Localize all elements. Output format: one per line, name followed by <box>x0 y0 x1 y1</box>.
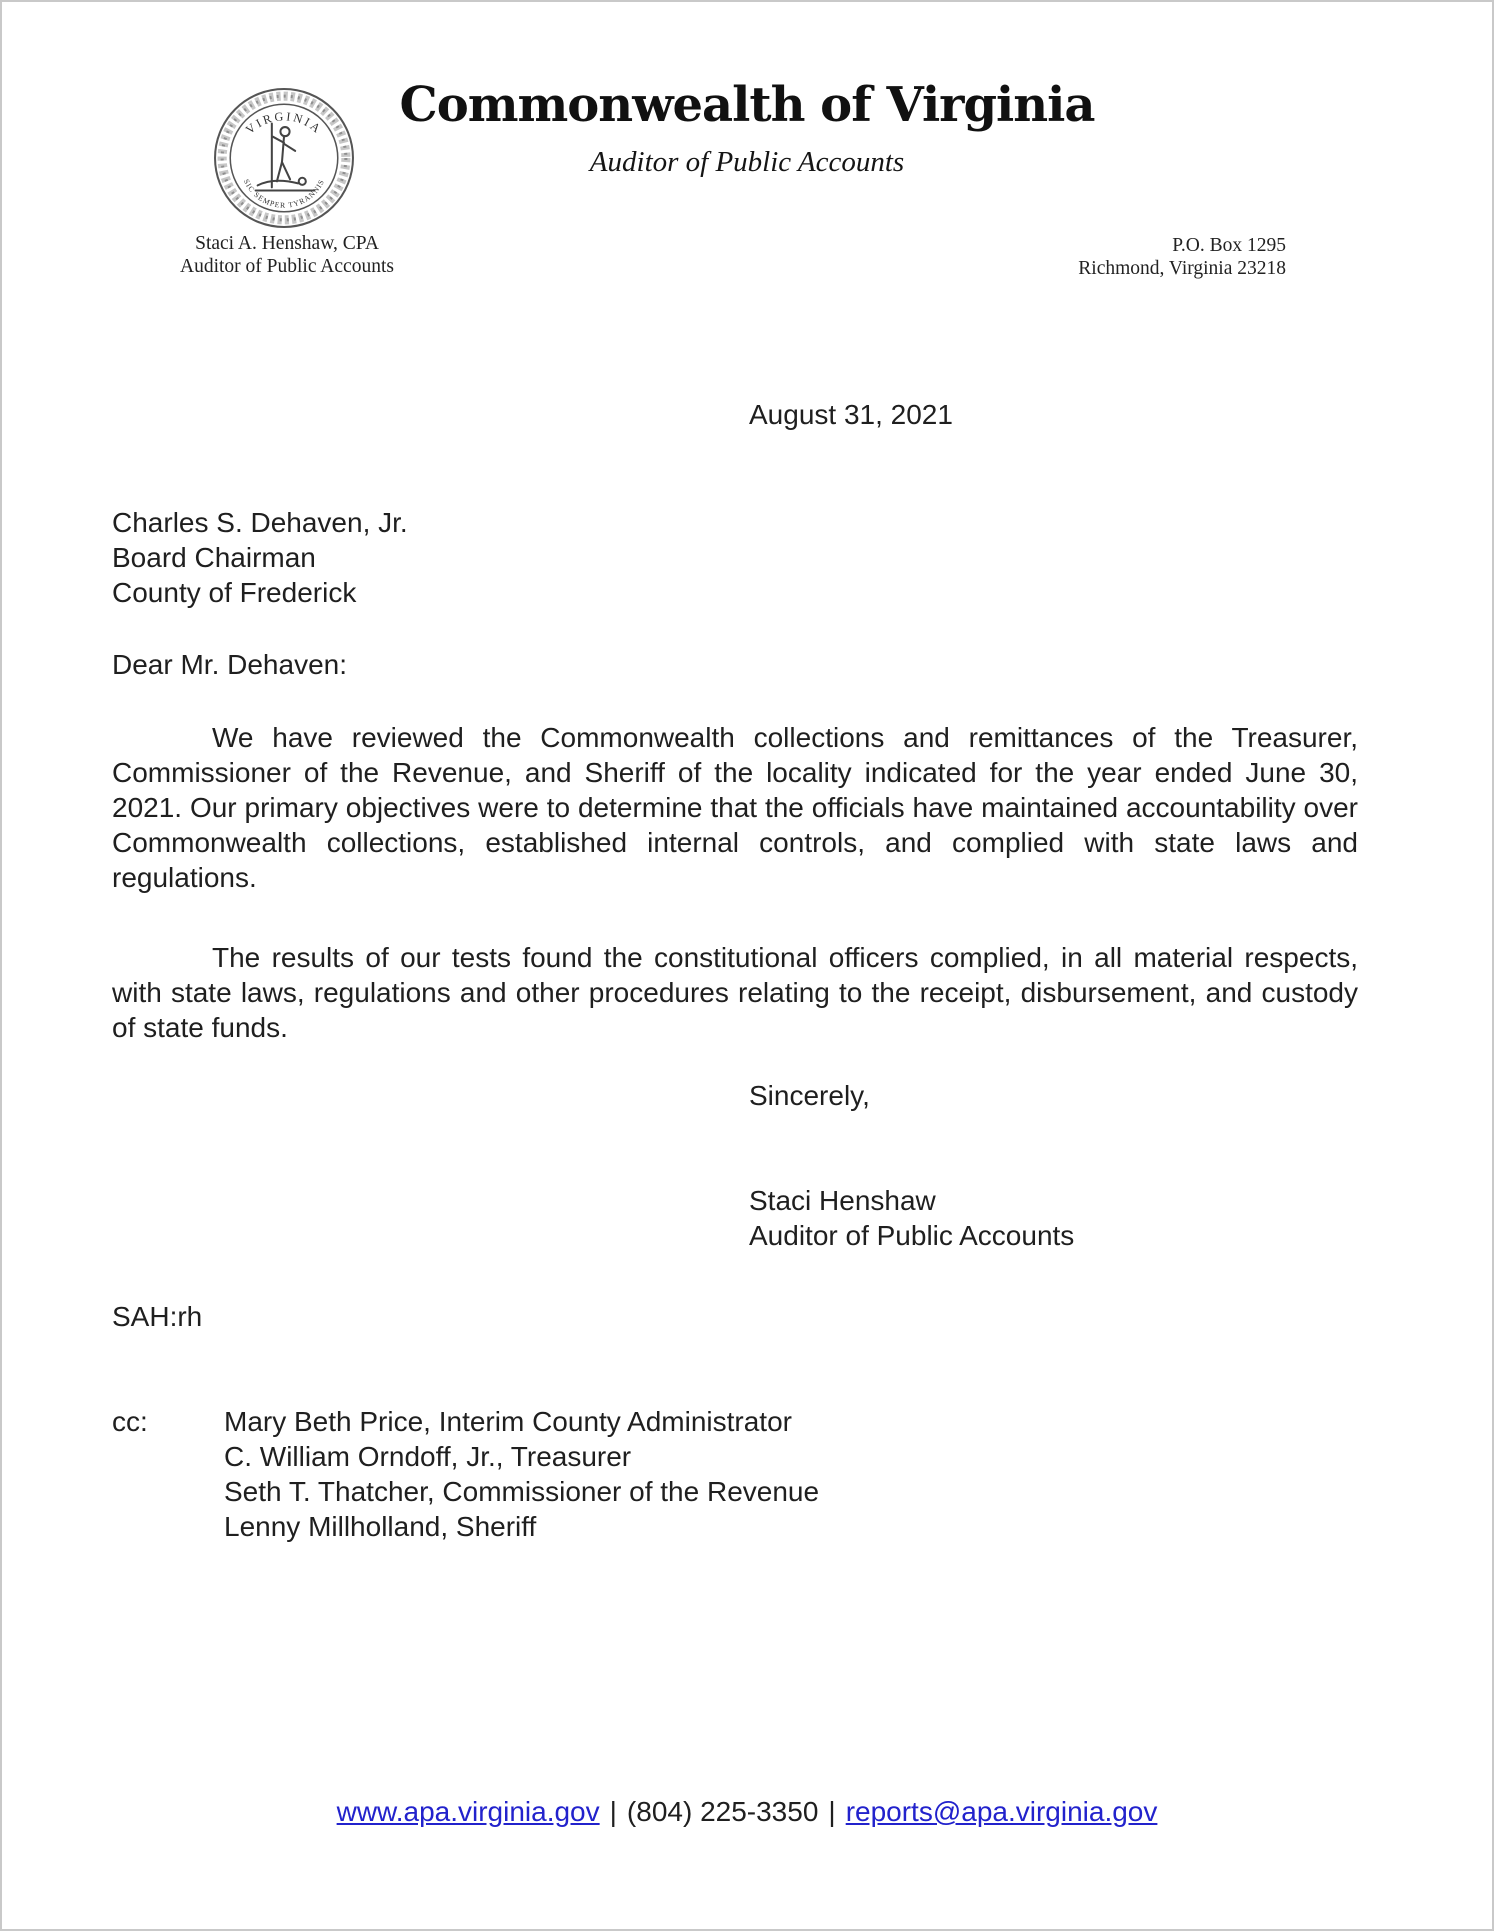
office-address <box>1078 234 1286 280</box>
official-name: Staci A. Henshaw, CPA <box>195 233 379 254</box>
footer-separator: | <box>609 1796 617 1827</box>
cc-block <box>112 1404 1358 1544</box>
seal-bottom-text: SIC SEMPER TYRANNIS <box>241 177 327 210</box>
body-paragraph-1: We have reviewed the Commonwealth collections and remittances of the Treasurer, Commissioner of the Revenue, and Sheriff of the locality indicated for the year ended June 30, 2021. Our primary objectives were to determine that the officials have maintained accountability over Commonwealth collections, established internal controls, and complied with state laws and regulations. <box>112 722 1358 893</box>
website-link[interactable]: www.apa.virginia.gov <box>336 1796 600 1827</box>
page-footer <box>2 1794 1492 1829</box>
signature-title: Auditor of Public Accounts <box>749 1220 1075 1251</box>
footer-separator: | <box>828 1796 836 1827</box>
signature-name: Staci Henshaw <box>749 1185 936 1216</box>
salutation: Dear Mr. Dehaven: <box>112 649 347 680</box>
seal-top-text: VIRGINIA <box>242 109 326 137</box>
closing: Sincerely, <box>749 1080 870 1111</box>
body-paragraph-2: The results of our tests found the constitutional officers complied, in all material respects, with state laws, regulations and other procedures relating to the receipt, disbursement, and custody of state funds. <box>112 942 1358 1043</box>
cc-entry: C. William Orndoff, Jr., Treasurer <box>224 1441 632 1472</box>
cc-entry: Mary Beth Price, Interim County Administrator <box>224 1406 792 1437</box>
letter-date: August 31, 2021 <box>749 399 953 430</box>
organization-title: Commonwealth of Virginia <box>399 77 1095 133</box>
official-title: Auditor of Public Accounts <box>180 256 394 277</box>
reference-initials: SAH:rh <box>112 1301 203 1332</box>
cc-entry: Lenny Millholland, Sheriff <box>224 1511 537 1542</box>
recipient-locality: County of Frederick <box>112 577 357 608</box>
cc-label: cc: <box>112 1406 148 1437</box>
organization-subtitle: Auditor of Public Accounts <box>589 146 905 178</box>
email-link[interactable]: reports@apa.virginia.gov <box>845 1796 1158 1827</box>
po-box: P.O. Box 1295 <box>1172 235 1286 256</box>
cc-names <box>224 1404 819 1544</box>
official-info <box>152 232 422 278</box>
recipient-name: Charles S. Dehaven, Jr. <box>112 507 408 538</box>
signature-block <box>749 1183 1358 1253</box>
letter-body <box>2 397 1492 1544</box>
recipient-title: Board Chairman <box>112 542 316 573</box>
phone-number: (804) 225-3350 <box>626 1796 819 1827</box>
cc-entry: Seth T. Thatcher, Commissioner of the Revenue <box>224 1476 820 1507</box>
recipient-block <box>112 505 1358 610</box>
city-line: Richmond, Virginia 23218 <box>1078 258 1286 279</box>
letterhead <box>2 2 1492 287</box>
